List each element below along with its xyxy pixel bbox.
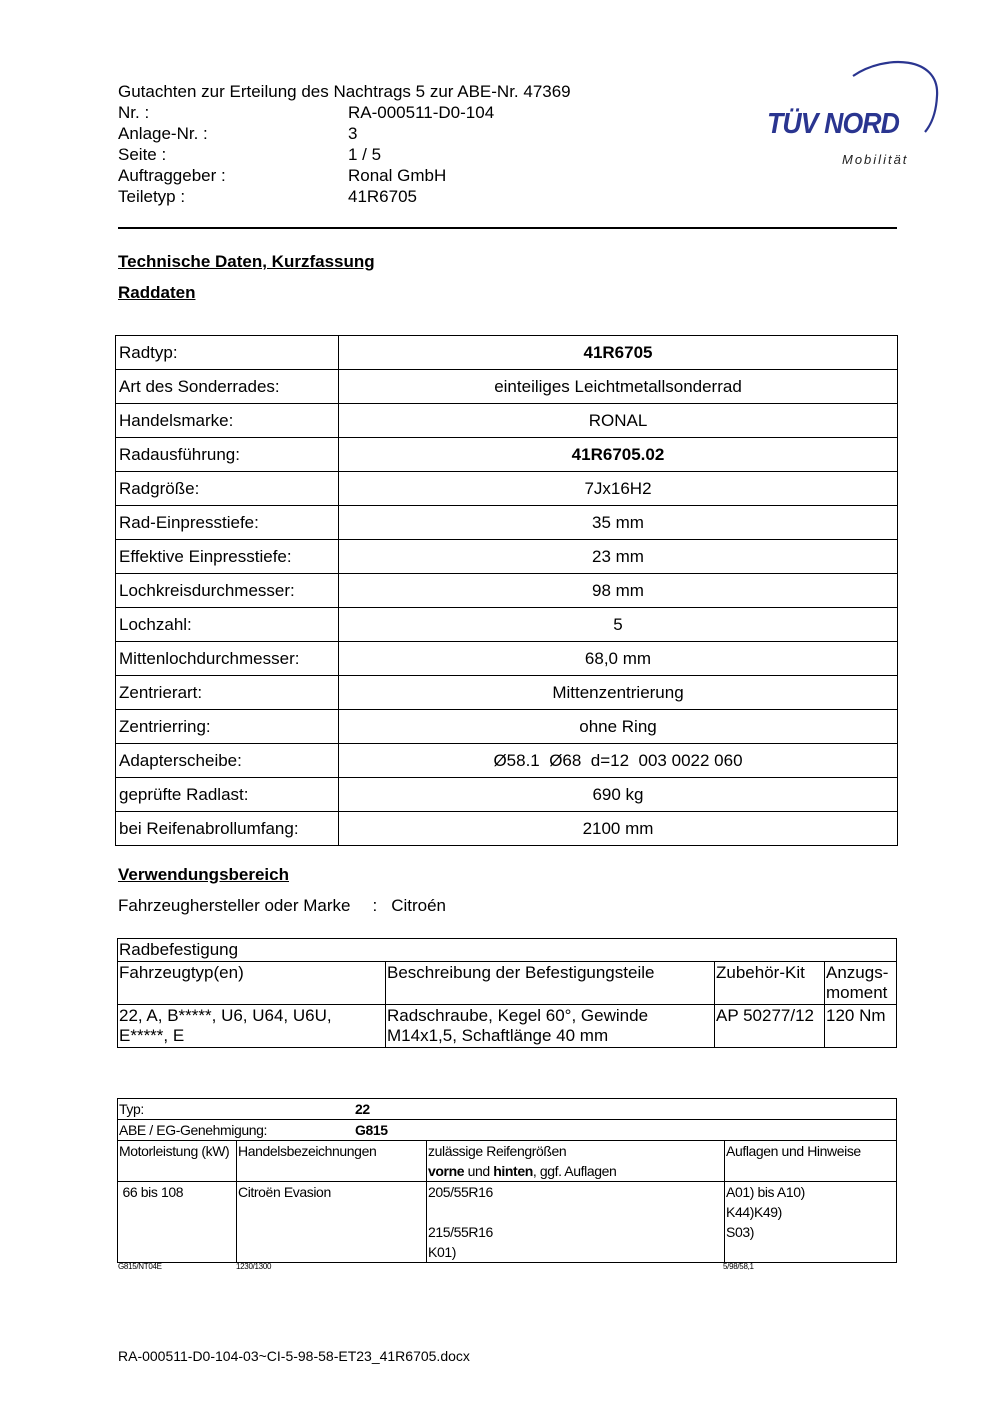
table-row: bei Reifenabrollumfang: 2100 mm <box>116 812 898 846</box>
table-row <box>118 939 897 962</box>
table-code: 5/98/58,1 <box>723 1262 754 1271</box>
table-row: Radausführung: 41R6705.02 <box>116 438 898 472</box>
table-row <box>118 962 897 1005</box>
manufacturer-label: Fahrzeughersteller oder Marke <box>118 896 351 915</box>
vehicle-type-table <box>117 1098 897 1263</box>
power-header: Motorleistung (kW) <box>118 1141 237 1182</box>
tyre-sizes-header: zulässige Reifengrößen vorne und hinten, ggf. Auflagen <box>427 1141 725 1182</box>
notes-value: A01) bis A10) K44)K49) S03) <box>725 1182 897 1263</box>
header-row: Seite : 1 / 5 <box>118 145 382 164</box>
fixing-torque: 120 Nm <box>825 1005 897 1048</box>
fixing-kit: AP 50277/12 <box>715 1005 825 1048</box>
typ-label: Typ: <box>119 1101 144 1117</box>
fixing-description: Radschraube, Kegel 60°, Gewinde M14x1,5, Schaftlänge 40 mm <box>386 1005 715 1048</box>
trade-names-header: Handelsbezeichnungen <box>237 1141 427 1182</box>
table-code: 1230/1300 <box>236 1262 272 1271</box>
table-row: Rad-Einpresstiefe: 35 mm <box>116 506 898 540</box>
table-row: Adapterscheibe: Ø58.1 Ø68 d=12 003 0022 060 <box>116 744 898 778</box>
typ-value: 22 <box>355 1101 370 1117</box>
table-row: geprüfte Radlast: 690 kg <box>116 778 898 812</box>
table-row: Radtyp: 41R6705 <box>116 336 898 370</box>
table-row: Radgröße: 7Jx16H2 <box>116 472 898 506</box>
document-footer: RA-000511-D0-104-03~CI-5-98-58-ET23_41R6705.docx <box>118 1348 470 1364</box>
document-title: Gutachten zur Erteilung des Nachtrags 5 zur ABE-Nr. 47369 <box>118 82 571 101</box>
tuev-nord-logo <box>765 56 945 176</box>
fixing-header: Beschreibung der Befestigungsteile <box>386 962 715 1005</box>
table-row: Handelsmarke: RONAL <box>116 404 898 438</box>
approval-label: ABE / EG-Genehmigung: <box>119 1122 268 1138</box>
table-row <box>118 1120 897 1141</box>
header-row: Anlage-Nr. : 3 <box>118 124 358 143</box>
table-row <box>118 1099 897 1120</box>
header-divider <box>118 227 897 229</box>
table-row: Zentrierart: Mittenzentrierung <box>116 676 898 710</box>
notes-header: Auflagen und Hinweise <box>725 1141 897 1182</box>
table-row: Effektive Einpresstiefe: 23 mm <box>116 540 898 574</box>
approval-value: G815 <box>355 1122 388 1138</box>
header-row: Nr. : RA-000511-D0-104 <box>118 103 495 122</box>
header-row: Teiletyp : 41R6705 <box>118 187 418 206</box>
section-heading-usage: Verwendungsbereich <box>118 865 289 884</box>
table-row <box>118 1141 897 1182</box>
fixing-header: Anzugs-moment <box>825 962 897 1005</box>
header-row: Auftraggeber : Ronal GmbH <box>118 166 447 185</box>
wheel-data-table <box>115 335 898 846</box>
wheel-fixing-table <box>117 938 897 1048</box>
trade-name-value: Citroën Evasion <box>237 1182 427 1263</box>
table-row: Zentrierring: ohne Ring <box>116 710 898 744</box>
fixing-header: Fahrzeugtyp(en) <box>118 962 386 1005</box>
manufacturer-separator: : <box>372 896 378 915</box>
tyre-sizes-value: 205/55R16 215/55R16 K01) <box>427 1182 725 1263</box>
logo-wordmark: TÜV NORD <box>767 108 899 140</box>
fixing-header: Zubehör-Kit <box>715 962 825 1005</box>
fixing-title: Radbefestigung <box>118 939 897 962</box>
table-code: G815/NT04E <box>118 1262 162 1271</box>
power-value: 66 bis 108 <box>118 1182 237 1263</box>
document-header <box>118 81 571 207</box>
logo-subtitle: Mobilität <box>842 152 909 167</box>
manufacturer-line <box>118 896 446 916</box>
table-row: Lochzahl: 5 <box>116 608 898 642</box>
table-row <box>118 1182 897 1263</box>
fixing-vehicle-types: 22, A, B*****, U6, U64, U6U, E*****, E <box>118 1005 386 1048</box>
manufacturer-value: Citroén <box>391 896 446 915</box>
table-row: Lochkreisdurchmesser: 98 mm <box>116 574 898 608</box>
section-heading-wheel: Raddaten <box>118 283 196 302</box>
table-row: Mittenlochdurchmesser: 68,0 mm <box>116 642 898 676</box>
section-heading-tech: Technische Daten, Kurzfassung <box>118 252 375 271</box>
table-row: Art des Sonderrades: einteiliges Leichtmetallsonderrad <box>116 370 898 404</box>
table-row <box>118 1005 897 1048</box>
